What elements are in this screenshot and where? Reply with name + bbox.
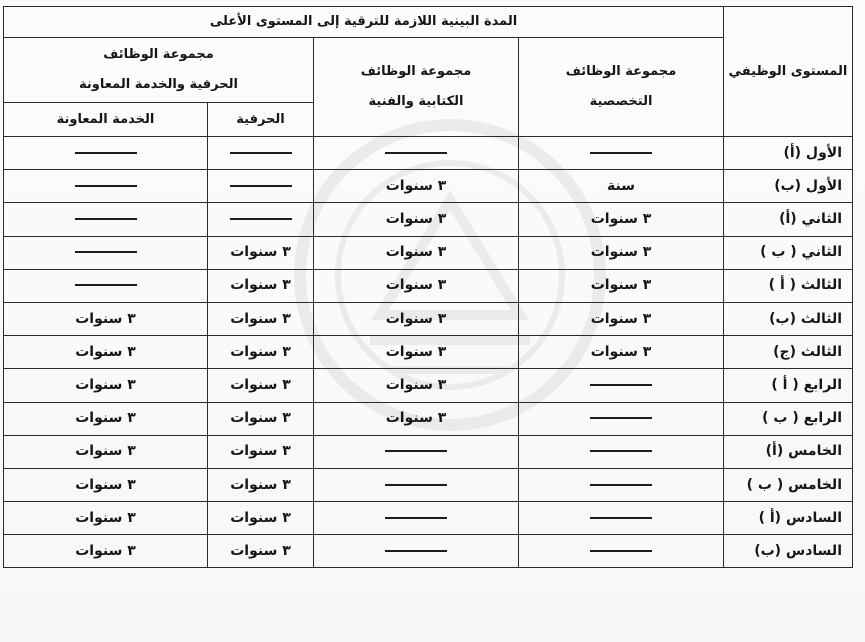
level-label: الثاني (أ) [779, 211, 842, 228]
clerical-cell [314, 203, 519, 236]
clerical-cell [314, 369, 519, 402]
specialized-cell [519, 269, 724, 302]
aux-value: ٣ سنوات [75, 476, 136, 493]
aux-cell [4, 336, 208, 369]
aux-cell [4, 269, 208, 302]
craft-cell [208, 535, 314, 568]
aux-cell [4, 369, 208, 402]
specialized-cell [519, 502, 724, 535]
craft-cell [208, 336, 314, 369]
level-cell [724, 203, 853, 236]
dash-line-icon [385, 550, 447, 552]
specialized-cell [519, 468, 724, 501]
clerical-value: ٣ سنوات [385, 244, 447, 261]
craft-value: ٣ سنوات [230, 476, 291, 493]
table-row [4, 402, 853, 435]
level-cell [724, 502, 853, 535]
level-label: الأول (أ) [783, 144, 842, 161]
level-label: الثالث (ج) [773, 343, 842, 360]
dash-line-icon [590, 152, 652, 154]
craft-cell [208, 468, 314, 501]
aux-cell [4, 402, 208, 435]
level-label: السادس (أ ) [758, 509, 842, 526]
table-row [4, 535, 853, 568]
level-label: الثالث ( أ ) [768, 277, 842, 294]
clerical-cell [314, 137, 519, 170]
table-row [4, 468, 853, 501]
level-cell [724, 535, 853, 568]
aux-cell [4, 435, 208, 468]
craft-value: ٣ سنوات [230, 244, 291, 261]
specialized-cell [519, 336, 724, 369]
clerical-value: ٣ سنوات [385, 177, 447, 194]
craft-value: ٣ سنوات [230, 377, 291, 393]
level-cell [724, 137, 853, 170]
specialized-value: سنة [607, 177, 635, 194]
level-label: الثالث (ب) [769, 310, 842, 327]
aux-value: ٣ سنوات [75, 443, 136, 460]
aux-value: ٣ سنوات [75, 410, 136, 427]
clerical-value: ٣ سنوات [385, 211, 447, 228]
specialized-cell [519, 535, 724, 568]
level-cell [724, 170, 853, 203]
table-row [4, 302, 853, 335]
craft-cell [208, 170, 314, 203]
specialized-header-line-2: التخصصية [589, 94, 653, 109]
level-cell [724, 402, 853, 435]
level-label: الثاني ( ب ) [760, 244, 842, 261]
period-header: المدة البينية اللازمة للترقية إلى المستوى الأعلى [4, 7, 724, 38]
clerical-value: ٣ سنوات [385, 343, 447, 360]
dash-line-icon [75, 152, 137, 154]
dash-line-icon [75, 251, 137, 253]
clerical-cell [314, 402, 519, 435]
craft-value: ٣ سنوات [230, 443, 291, 460]
specialized-value: ٣ سنوات [590, 343, 652, 360]
level-label: السادس (ب) [754, 542, 842, 559]
clerical-cell [314, 336, 519, 369]
aux-cell [4, 203, 208, 236]
table-row [4, 203, 853, 236]
table-row [4, 435, 853, 468]
craft-group-header-line-1: مجموعة الوظائف [103, 47, 214, 62]
craft-cell [208, 369, 314, 402]
clerical-header-line-2: الكتابية والفنية [368, 94, 464, 109]
clerical-cell [314, 535, 519, 568]
craft-group-header [4, 38, 314, 103]
specialized-value: ٣ سنوات [590, 244, 652, 261]
level-label: الخامس (أ) [765, 443, 842, 460]
craft-cell [208, 402, 314, 435]
dash-line-icon [75, 218, 137, 220]
craft-group-header-line-2: الحرفية والخدمة المعاونة [79, 77, 238, 92]
clerical-cell [314, 468, 519, 501]
aux-cell [4, 535, 208, 568]
clerical-group-header [314, 38, 519, 137]
craft-value: ٣ سنوات [230, 343, 291, 360]
clerical-cell [314, 170, 519, 203]
clerical-cell [314, 435, 519, 468]
clerical-value: ٣ سنوات [385, 310, 447, 327]
craft-cell [208, 502, 314, 535]
clerical-value: ٣ سنوات [385, 410, 447, 427]
level-label: الرابع ( ب ) [762, 410, 842, 427]
level-label: الخامس ( ب ) [746, 476, 842, 493]
specialized-cell [519, 402, 724, 435]
table-row [4, 170, 853, 203]
specialized-group-header [519, 38, 724, 137]
table-row [4, 336, 853, 369]
craft-value: ٣ سنوات [230, 509, 291, 526]
level-cell [724, 269, 853, 302]
aux-cell [4, 468, 208, 501]
specialized-cell [519, 170, 724, 203]
clerical-value: ٣ سنوات [385, 277, 447, 294]
dash-line-icon [385, 152, 447, 154]
craft-cell [208, 269, 314, 302]
clerical-cell [314, 236, 519, 269]
specialized-value: ٣ سنوات [590, 211, 652, 228]
craft-cell [208, 137, 314, 170]
clerical-value: ٣ سنوات [385, 377, 447, 393]
specialized-value: ٣ سنوات [590, 277, 652, 294]
dash-line-icon [590, 450, 652, 452]
craft-cell [208, 435, 314, 468]
table-row [4, 502, 853, 535]
level-label: الأول (ب) [774, 177, 842, 194]
aux-value: ٣ سنوات [75, 310, 136, 327]
specialized-cell [519, 137, 724, 170]
aux-cell [4, 302, 208, 335]
specialized-cell [519, 203, 724, 236]
aux-value: ٣ سنوات [75, 343, 136, 360]
aux-value: ٣ سنوات [75, 377, 136, 393]
level-cell [724, 369, 853, 402]
dash-line-icon [590, 517, 652, 519]
aux-cell [4, 170, 208, 203]
craft-value: ٣ سنوات [230, 542, 291, 559]
aux-cell [4, 502, 208, 535]
table-row [4, 269, 853, 302]
specialized-cell [519, 236, 724, 269]
dash-line-icon [230, 152, 292, 154]
clerical-header-line-1: مجموعة الوظائف [360, 64, 472, 79]
craft-cell [208, 236, 314, 269]
dash-line-icon [230, 218, 292, 220]
dash-line-icon [590, 417, 652, 419]
level-cell [724, 435, 853, 468]
craft-header: الحرفية [208, 103, 314, 137]
aux-cell [4, 236, 208, 269]
craft-value: ٣ سنوات [230, 277, 291, 294]
level-header: المستوى الوظيفي [724, 7, 853, 137]
craft-value: ٣ سنوات [230, 410, 291, 427]
level-label: الرابع ( أ ) [771, 377, 842, 393]
level-cell [724, 236, 853, 269]
dash-line-icon [385, 450, 447, 452]
specialized-value: ٣ سنوات [590, 310, 652, 327]
level-cell [724, 336, 853, 369]
craft-cell [208, 302, 314, 335]
craft-cell [208, 203, 314, 236]
level-cell [724, 468, 853, 501]
dash-line-icon [385, 484, 447, 486]
specialized-cell [519, 302, 724, 335]
aux-header: الخدمة المعاونة [4, 103, 208, 137]
table-body [4, 137, 853, 568]
dash-line-icon [590, 550, 652, 552]
specialized-header-line-1: مجموعة الوظائف [565, 64, 677, 79]
clerical-cell [314, 502, 519, 535]
table-row [4, 137, 853, 170]
clerical-cell [314, 269, 519, 302]
dash-line-icon [75, 284, 137, 286]
aux-value: ٣ سنوات [75, 542, 136, 559]
table-row [4, 236, 853, 269]
clerical-cell [314, 302, 519, 335]
aux-value: ٣ سنوات [75, 509, 136, 526]
dash-line-icon [75, 185, 137, 187]
craft-value: ٣ سنوات [230, 310, 291, 327]
specialized-cell [519, 435, 724, 468]
aux-cell [4, 137, 208, 170]
level-cell [724, 302, 853, 335]
dash-line-icon [590, 484, 652, 486]
promotion-period-table [3, 6, 853, 568]
table-row [4, 369, 853, 402]
dash-line-icon [385, 517, 447, 519]
dash-line-icon [590, 384, 652, 386]
dash-line-icon [230, 185, 292, 187]
specialized-cell [519, 369, 724, 402]
